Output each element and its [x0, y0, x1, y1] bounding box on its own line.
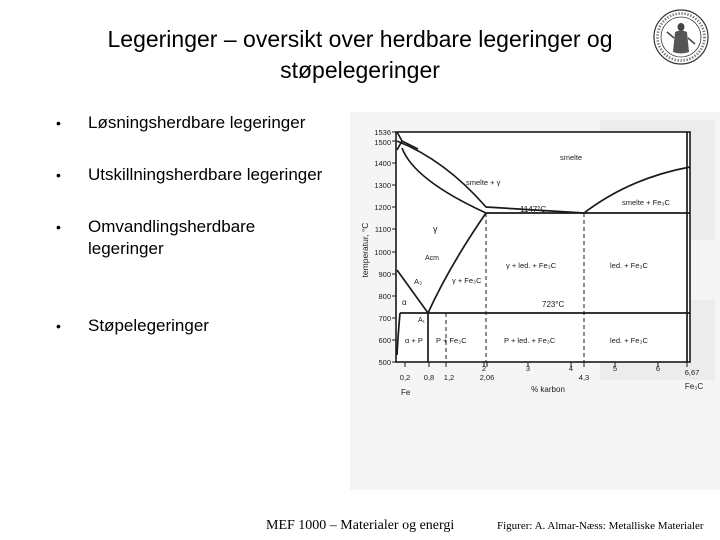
- phase-diagram-svg: [350, 112, 720, 490]
- x-tick-label: 3: [525, 364, 531, 373]
- bullet-label: Støpelegeringer: [88, 316, 209, 335]
- x-tick-label: 2: [481, 364, 487, 373]
- x-right-label: Fe₃C: [684, 382, 704, 391]
- region-label: α + P: [405, 336, 423, 345]
- region-label: γ + Fe₃C: [452, 276, 482, 285]
- a3-label: A₃: [414, 277, 423, 286]
- university-seal-icon: [652, 8, 710, 66]
- eutectic-temperature-label: 1147°C: [520, 205, 547, 214]
- a1-label: A₁: [418, 317, 426, 324]
- x-tick-label: 4,3: [578, 373, 590, 382]
- x-tick-label: 4: [568, 364, 574, 373]
- figure-source-credit: Figurer: A. Almar-Næss: Metalliske Materialer: [497, 520, 704, 532]
- slide-title: [60, 24, 660, 86]
- slide-title-line-2: støpelegeringer: [280, 57, 440, 83]
- region-label: led. + Fe₃C: [610, 261, 648, 270]
- y-tick-label: 700: [378, 314, 391, 323]
- y-tick-label: 900: [378, 270, 391, 279]
- x-left-label: Fe: [401, 388, 411, 397]
- bullet-marker: •: [56, 318, 61, 334]
- x-tick-label: 1,2: [443, 373, 455, 382]
- y-tick-label: 600: [378, 336, 391, 345]
- y-tick-label: 1200: [374, 203, 391, 212]
- region-label: smelte: [560, 153, 583, 162]
- region-label: α: [402, 298, 407, 307]
- x-tick-label: 0,8: [423, 373, 435, 382]
- plot-frame: [396, 132, 690, 362]
- bullet-marker: •: [56, 167, 61, 183]
- region-label: led. + Fe₃C: [610, 336, 648, 345]
- eutectoid-temperature-label: 723°C: [542, 300, 565, 309]
- x-tick-label: 6,67: [684, 368, 700, 377]
- acm-label: Acm: [425, 255, 439, 262]
- x-tick-label: 0,2: [399, 373, 411, 382]
- x-tick-label: 6: [655, 364, 661, 373]
- bullet-label-line-1: Omvandlingsherdbare: [88, 217, 256, 236]
- region-label: P + led. + Fe₃C: [504, 336, 556, 345]
- course-footer: MEF 1000 – Materialer og energi: [266, 518, 455, 533]
- x-tick-label: 2,06: [479, 373, 495, 382]
- bullet-marker: •: [56, 115, 61, 131]
- region-label: γ + led. + Fe₃C: [506, 261, 557, 270]
- y-tick-label: 1400: [374, 159, 391, 168]
- bullet-label: [88, 216, 348, 260]
- y-axis-label: temperatur, °C: [360, 222, 370, 278]
- bullet-label: Utskillningsherdbare legeringer: [88, 165, 323, 184]
- region-label: smelte + Fe₃C: [622, 198, 670, 207]
- y-tick-label: 500: [378, 358, 391, 367]
- region-label: γ: [433, 224, 438, 234]
- bullet-label: Løsningsherdbare legeringer: [88, 113, 306, 132]
- bullet-marker: •: [56, 219, 61, 235]
- region-label: P + Fe₃C: [436, 336, 467, 345]
- bullet-label-line-2: legeringer: [88, 239, 164, 258]
- y-tick-label: 1100: [374, 225, 391, 234]
- y-tick-label: 1000: [374, 248, 391, 257]
- y-tick-label: 800: [378, 292, 391, 301]
- iron-carbon-phase-diagram: [350, 112, 720, 490]
- y-tick-label: 1300: [374, 181, 391, 190]
- slide-title-line-1: Legeringer – oversikt over herdbare legeringer og: [107, 26, 613, 52]
- x-tick-label: 5: [612, 364, 618, 373]
- y-tick-label: 1536: [374, 128, 391, 137]
- y-tick-label: 1500: [374, 138, 391, 147]
- x-axis-label: % karbon: [531, 385, 565, 394]
- region-label: smelte + γ: [466, 178, 501, 187]
